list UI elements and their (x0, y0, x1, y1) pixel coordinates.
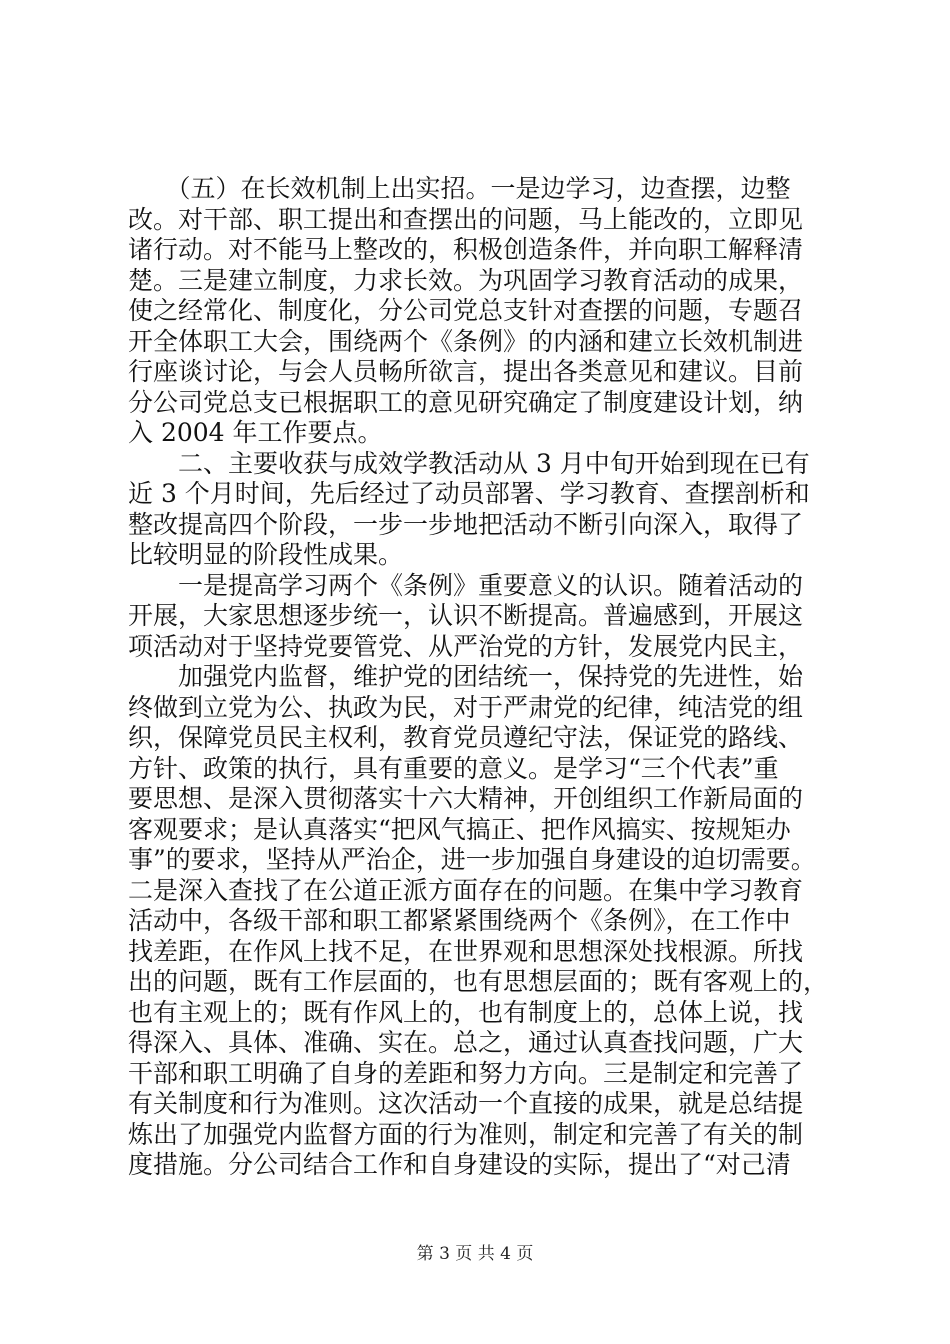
text-line: 终做到立党为公、执政为民，对于严肃党的纪律，纯洁党的组 (128, 692, 804, 722)
text-line: 二是深入查找了在公道正派方面存在的问题。在集中学习教育 (128, 875, 804, 905)
text-line: 出的问题，既有工作层面的，也有思想层面的；既有客观上的， (128, 967, 829, 996)
text-line: 改。对干部、职工提出和查摆出的问题，马上能改的，立即见 (128, 204, 804, 234)
text-line: 开展，大家思想逐步统一，认识不断提高。普遍感到，开展这 (128, 601, 804, 630)
text-line: 楚。三是建立制度，力求长效。为巩固学习教育活动的成果， (128, 265, 804, 295)
text-line: 织，保障党员民主权利，教育党员遵纪守法，保证党的路线、 (128, 723, 804, 752)
text-line: 有关制度和行为准则。这次活动一个直接的成果，就是总结提 (128, 1089, 804, 1118)
text-line: 使之经常化、制度化，分公司党总支针对查摆的问题，专题召 (128, 296, 804, 325)
text-line: 干部和职工明确了自身的差距和努力方向。三是制定和完善了 (128, 1058, 804, 1088)
text-line: 一是提高学习两个《条例》重要意义的认识。随着活动的 (128, 570, 804, 600)
text-line: 二、主要收获与成效学教活动从 3 月中旬开始到现在已有 (128, 448, 810, 478)
text-line: 找差距，在作风上找不足，在世界观和思想深处找根源。所找 (128, 936, 804, 966)
text-line: 行座谈讨论，与会人员畅所欲言，提出各类意见和建议。目前 (128, 357, 804, 386)
text-line: 近 3 个月时间，先后经过了动员部署、学习教育、查摆剖析和 (128, 479, 810, 508)
text-line: 要思想、是深入贯彻落实十六大精神，开创组织工作新局面的 (128, 784, 804, 813)
text-line: 诸行动。对不能马上整改的，积极创造条件，并向职工解释清 (128, 235, 804, 264)
text-line: 炼出了加强党内监督方面的行为准则，制定和完善了有关的制 (128, 1119, 804, 1149)
text-line: （五）在长效机制上出实招。一是边学习，边查摆，边整 (128, 174, 791, 203)
text-line: 比较明显的阶段性成果。 (128, 540, 404, 569)
text-line: 事”的要求，坚持从严治企，进一步加强自身建设的迫切需要。 (128, 845, 816, 874)
text-line: 也有主观上的；既有作风上的，也有制度上的，总体上说，找 (128, 997, 804, 1027)
text-line: 方针、政策的执行，具有重要的意义。是学习“三个代表”重 (128, 753, 779, 783)
text-line: 活动中，各级干部和职工都紧紧围绕两个《条例》，在工作中 (128, 906, 791, 935)
text-line: 项活动对于坚持党要管党、从严治党的方针，发展党内民主， (128, 631, 804, 661)
text-line: 度措施。分公司结合工作和自身建设的实际，提出了“对己清 (128, 1150, 791, 1179)
text-line: 整改提高四个阶段，一步一步地把活动不断引向深入，取得了 (128, 509, 804, 539)
text-line: 加强党内监督，维护党的团结统一，保持党的先进性，始 (128, 662, 804, 691)
text-line: 客观要求；是认真落实“把风气搞正、把作风搞实、按规矩办 (128, 814, 791, 844)
text-line: 入 2004 年工作要点。 (128, 418, 383, 447)
text-line: 得深入、具体、准确、实在。总之，通过认真查找问题，广大 (128, 1028, 804, 1057)
text-line: 分公司党总支已根据职工的意见研究确定了制度建设计划，纳 (128, 387, 804, 417)
page-footer: 第 3 页 共 4 页 (416, 1244, 534, 1264)
text-line: 开全体职工大会，围绕两个《条例》的内涵和建立长效机制进 (128, 326, 804, 356)
